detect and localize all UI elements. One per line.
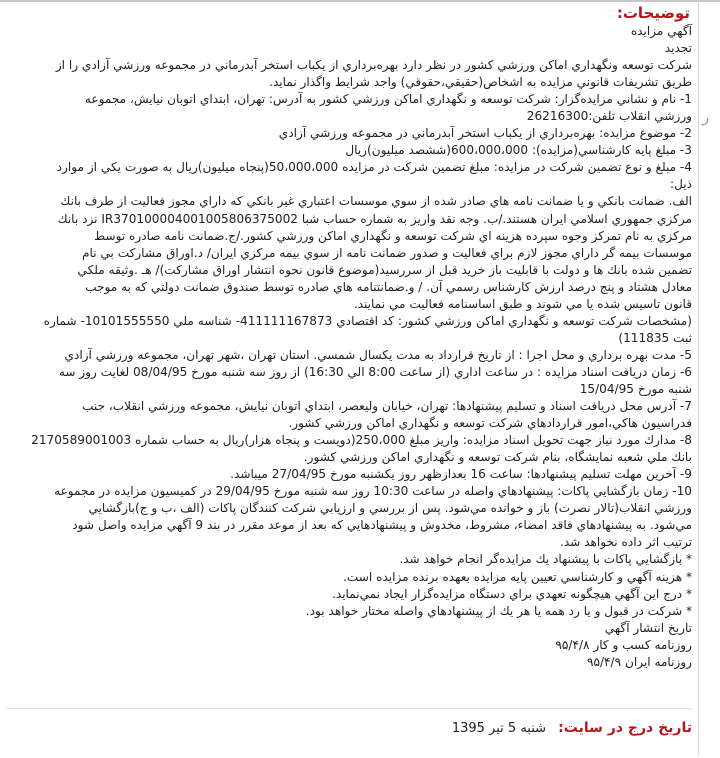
body-line: 5- مدت بهره برداري و محل اجرا : از تاريخ قرارداد به مدت يكسال شمسي. استان تهران ،شهر تهران، مجموعه ورزشي آزادي [64,347,692,362]
body-line: قانون تاسيس شده يا مي شوند و طبق اساسنامه فعاليت مي نمايند. [353,296,692,311]
body-line: * درج اين آگهي هيچگونه تعهدي براي دستگاه مزايده‌گزار ايجاد نمي‌نمايد. [332,586,692,601]
body-line: 4- مبلغ و نوع تضمين شركت در مزايده: مبلغ تضمين شركت در مزايده 50،000،000(پنجاه ميليون)ريال به صورت يكي از موارد [56,160,692,175]
body-line: شنبه مورخ 15/04/95 [579,381,692,396]
body-line: روزنامه كسب و كار ۹۵/۴/۸ [555,637,692,652]
body-line: موسسات بيمه گر داراي مجوز لازم براي فعاليت و صدور ضمانت نامه از سوي بيمه مركزي ايران/ د.اوراق مشاركت بي نام [82,245,692,260]
body-line: روزنامه ايران ۹۵/۴/۹ [586,654,692,669]
body-line: 3- مبلغ پايه كارشناسي(مزايده): 600،000،000(ششصد ميليون)ريال [345,143,692,158]
body-line: 9- آخرين مهلت تسليم پيشنهادها: ساعت 16 بعدازظهر روز يكشنبه مورخ 27/04/95 ميباشد. [230,467,692,482]
body-line: 6- زمان دريافت اسناد مزايده : در ساعت اداري (از ساعت 8:00 الي 16:30) از روز سه شنبه مورخ 08/04/95 لغايت روز سه [58,364,692,379]
announcement-body [6,23,692,671]
body-line: 8- مدارك مورد نياز جهت تحويل اسناد مزايده: واريز مبلغ 250،000(دويست و پنجاه هزار)ريال به حساب شماره 2170589001003 [31,433,692,448]
body-line: تجديد [664,41,692,56]
body-line: الف. ضمانت بانكي و يا ضمانت نامه هاي صادر شده از سوي موسسات اعتباري غير بانكي كه داراي مجوز فعاليت از طرف بانك [60,194,692,209]
body-line: آگهي مزايده [630,24,692,38]
body-line: ورزشي انقلاب(تالار نصرت) باز و خوانده مي‌شود. پس از بررسي و ارزيابي شركت كنندگان پاكات (الف ،ب و ج)بازگشايي [88,501,692,516]
body-line: مي‌شود. به پيشنهادهاي فاقد امضاء، مشروط، مخدوش و پيشنهادهايي كه بعد از موعد مقرر در بند 9 آگهي مزايده واصل شود [72,518,692,533]
body-line: ورزشي انقلاب تلفن:26216300 [526,109,692,124]
footer-divider [6,708,692,709]
body-line: تضمين شده بانك ها و دولت با قابليت باز خريد قبل از سررسيد(موضوع قانون نحوه انتشار اوراق مشاركت)/ هـ .وثيقه ملكي [77,262,692,277]
body-line: مركزي جمهوري اسلامي ايران هستند./ب. وجه نقد واريز به شماره حساب شبا IR370100004001005806375002 نزد بانك [57,211,692,226]
body-line: 7- آدرس محل دريافت اسناد و تسليم پيشنهادها: تهران، خيابان وليعصر، ابتداي اتوبان نيايش، مجموعه ورزشي انقلاب، جنب [81,399,692,414]
body-line: شركت توسعه ونگهداري اماكن ورزشي كشور در نظر دارد بهره‌برداري از يكباب استخر آبدرماني در مجموعه ورزشي آزادي را از [55,58,692,73]
body-line: * هزينه آگهي و كارشناسي تعيين پايه مزايده بعهده برنده مزايده است. [343,569,692,584]
body-line: معادل هشتاد و پنج درصد ارزش كارشناس رسمي آن. / و.ضمانتنامه هاي صادره توسط صندوق ضمانت دولتي كه به موجب [85,279,692,294]
body-line: ذيل: [670,177,692,192]
body-line: ترتيب اثر داده نخواهد شد. [559,535,692,550]
body-line: ثبت 111835) [618,330,692,345]
publish-date-value: شنبه 5 تیر 1395 [451,721,547,736]
body-line: بانك ملي شعبه نمايشگاه، بنام شركت توسعه و نگهداري اماكن ورزشي كشور. [303,450,692,465]
body-line: 1- نام و نشاني مزايده‌گزار: شركت توسعه و نگهداري اماكن ورزشي كشور به آدرس: تهران، ابتداي اتوبان نيايش، مجموعه [84,92,692,107]
right-sidebar-edge [699,2,720,756]
body-line: (مشخصات شركت توسعه و نگهداري اماكن ورزشي كشور: كد اقتصادي 411111167873- شناسه ملي 10101555550- شماره [43,313,692,328]
section-heading: توضیحات: [616,4,690,22]
body-line: طريق تشريفات قانوني مزايده به اشخاص(حقيقي،حقوقي) واجد شرايط واگذار نمايد. [269,75,692,90]
body-line: * بازگشايي پاكات با پيشنهاد يك مزايده‌گر انجام خواهد شد. [399,552,692,567]
announcement-content [6,3,692,671]
sidebar-clipped-text: ر [702,108,710,126]
publish-date-label: تاریخ درج در سایت: [558,720,692,736]
body-line: 2- موضوع مزايده: بهره‌برداري از يكباب استخر آبدرماني در مجموعه ورزشي آزادي [278,126,692,141]
body-line: تاريخ انتشار آگهي [604,620,692,635]
body-line: مركزي به نام تمركز وجوه سپرده هزينه اي شركت توسعه و نگهداري اماكن ورزشي كشور./ج.ضمانت نامه صادره توسط [93,228,692,243]
body-line: * شركت در قبول و يا رد همه يا هر يك از پيشنهادهاي واصله مختار خواهد بود. [305,603,692,618]
body-line: فدراسيون هاكي،امور قراردادهاي شركت توسعه و نگهداري اماكن ورزشي كشور. [288,416,692,431]
publish-date-footer [6,717,692,740]
body-line: 10- زمان بازگشايي پاكات: پيشنهادهاي واصله در ساعت 10:30 روز سه شنبه مورخ 29/04/95 در كميسيون مزايده در مجموعه [54,484,692,499]
